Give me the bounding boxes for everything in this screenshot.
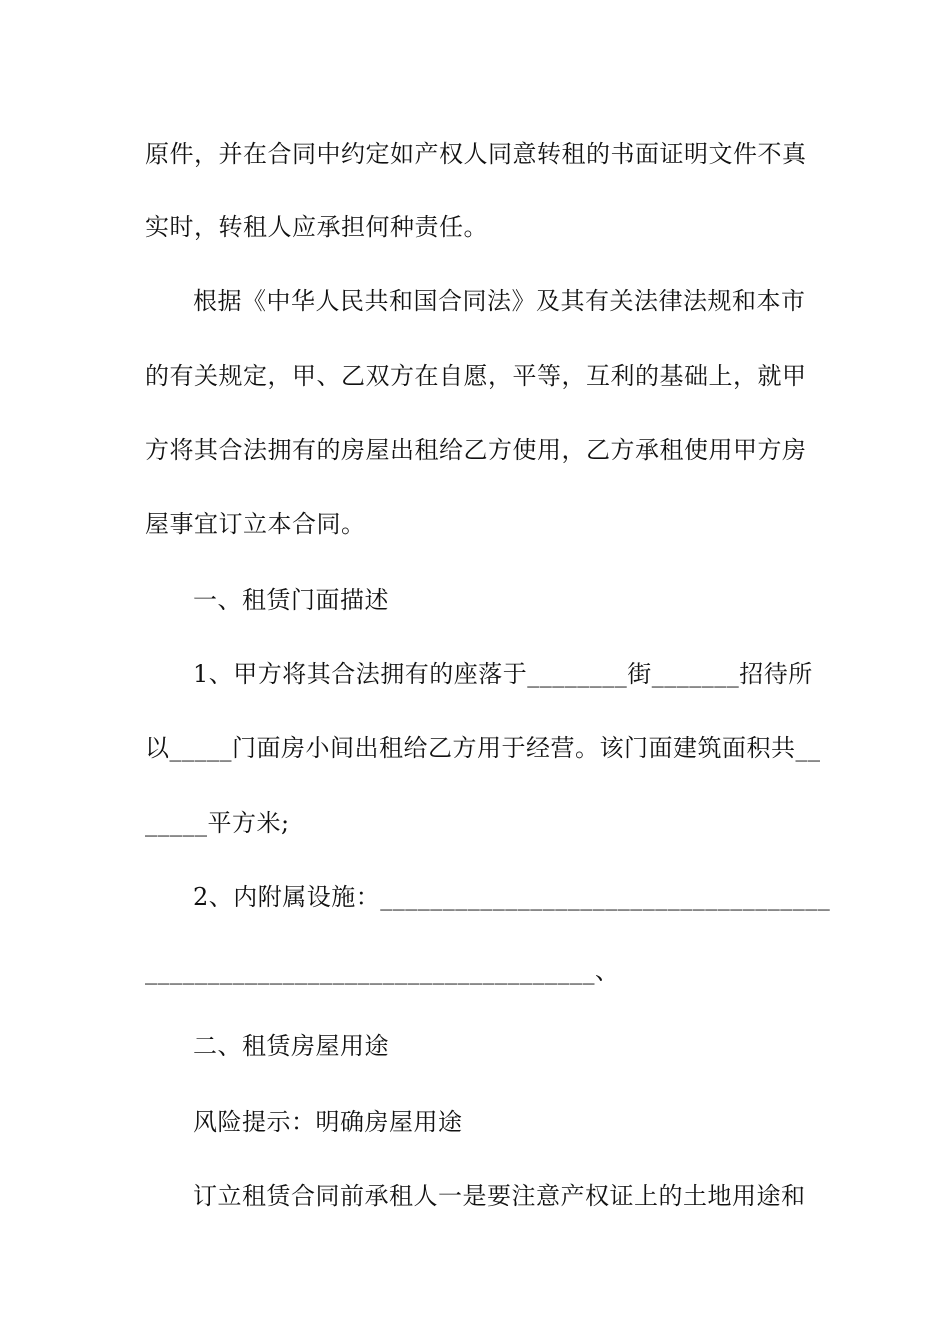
clause-line-1: 1、甲方将其合法拥有的座落于________街_______招待所 bbox=[193, 660, 813, 688]
paragraph-line-2: 实时，转租人应承担何种责任。 bbox=[145, 213, 488, 241]
clause-line-4: 2、内附属设施：____________________________________ bbox=[193, 883, 831, 911]
paragraph-line-5: 方将其合法拥有的房屋出租给乙方使用，乙方承租使用甲方房 bbox=[145, 436, 807, 464]
clause-line-2: 以_____门面房小间出租给乙方用于经营。该门面建筑面积共__ bbox=[145, 734, 821, 762]
paragraph-line-7: 订立租赁合同前承租人一是要注意产权证上的土地用途和 bbox=[193, 1182, 806, 1210]
paragraph-line-4: 的有关规定，甲、乙双方在自愿，平等，互利的基础上，就甲 bbox=[145, 362, 807, 390]
paragraph-line-1: 原件，并在合同中约定如产权人同意转租的书面证明文件不真 bbox=[145, 140, 807, 168]
clause-line-5: ____________________________________、 bbox=[145, 957, 620, 985]
paragraph-line-6: 屋事宜订立本合同。 bbox=[145, 510, 366, 538]
section-heading-1: 一、租赁门面描述 bbox=[193, 586, 389, 614]
section-heading-2: 二、租赁房屋用途 bbox=[193, 1032, 389, 1060]
paragraph-line-3: 根据《中华人民共和国合同法》及其有关法律法规和本市 bbox=[193, 287, 806, 315]
risk-note-line: 风险提示：明确房屋用途 bbox=[193, 1108, 463, 1136]
clause-line-3: _____平方米; bbox=[145, 809, 290, 837]
